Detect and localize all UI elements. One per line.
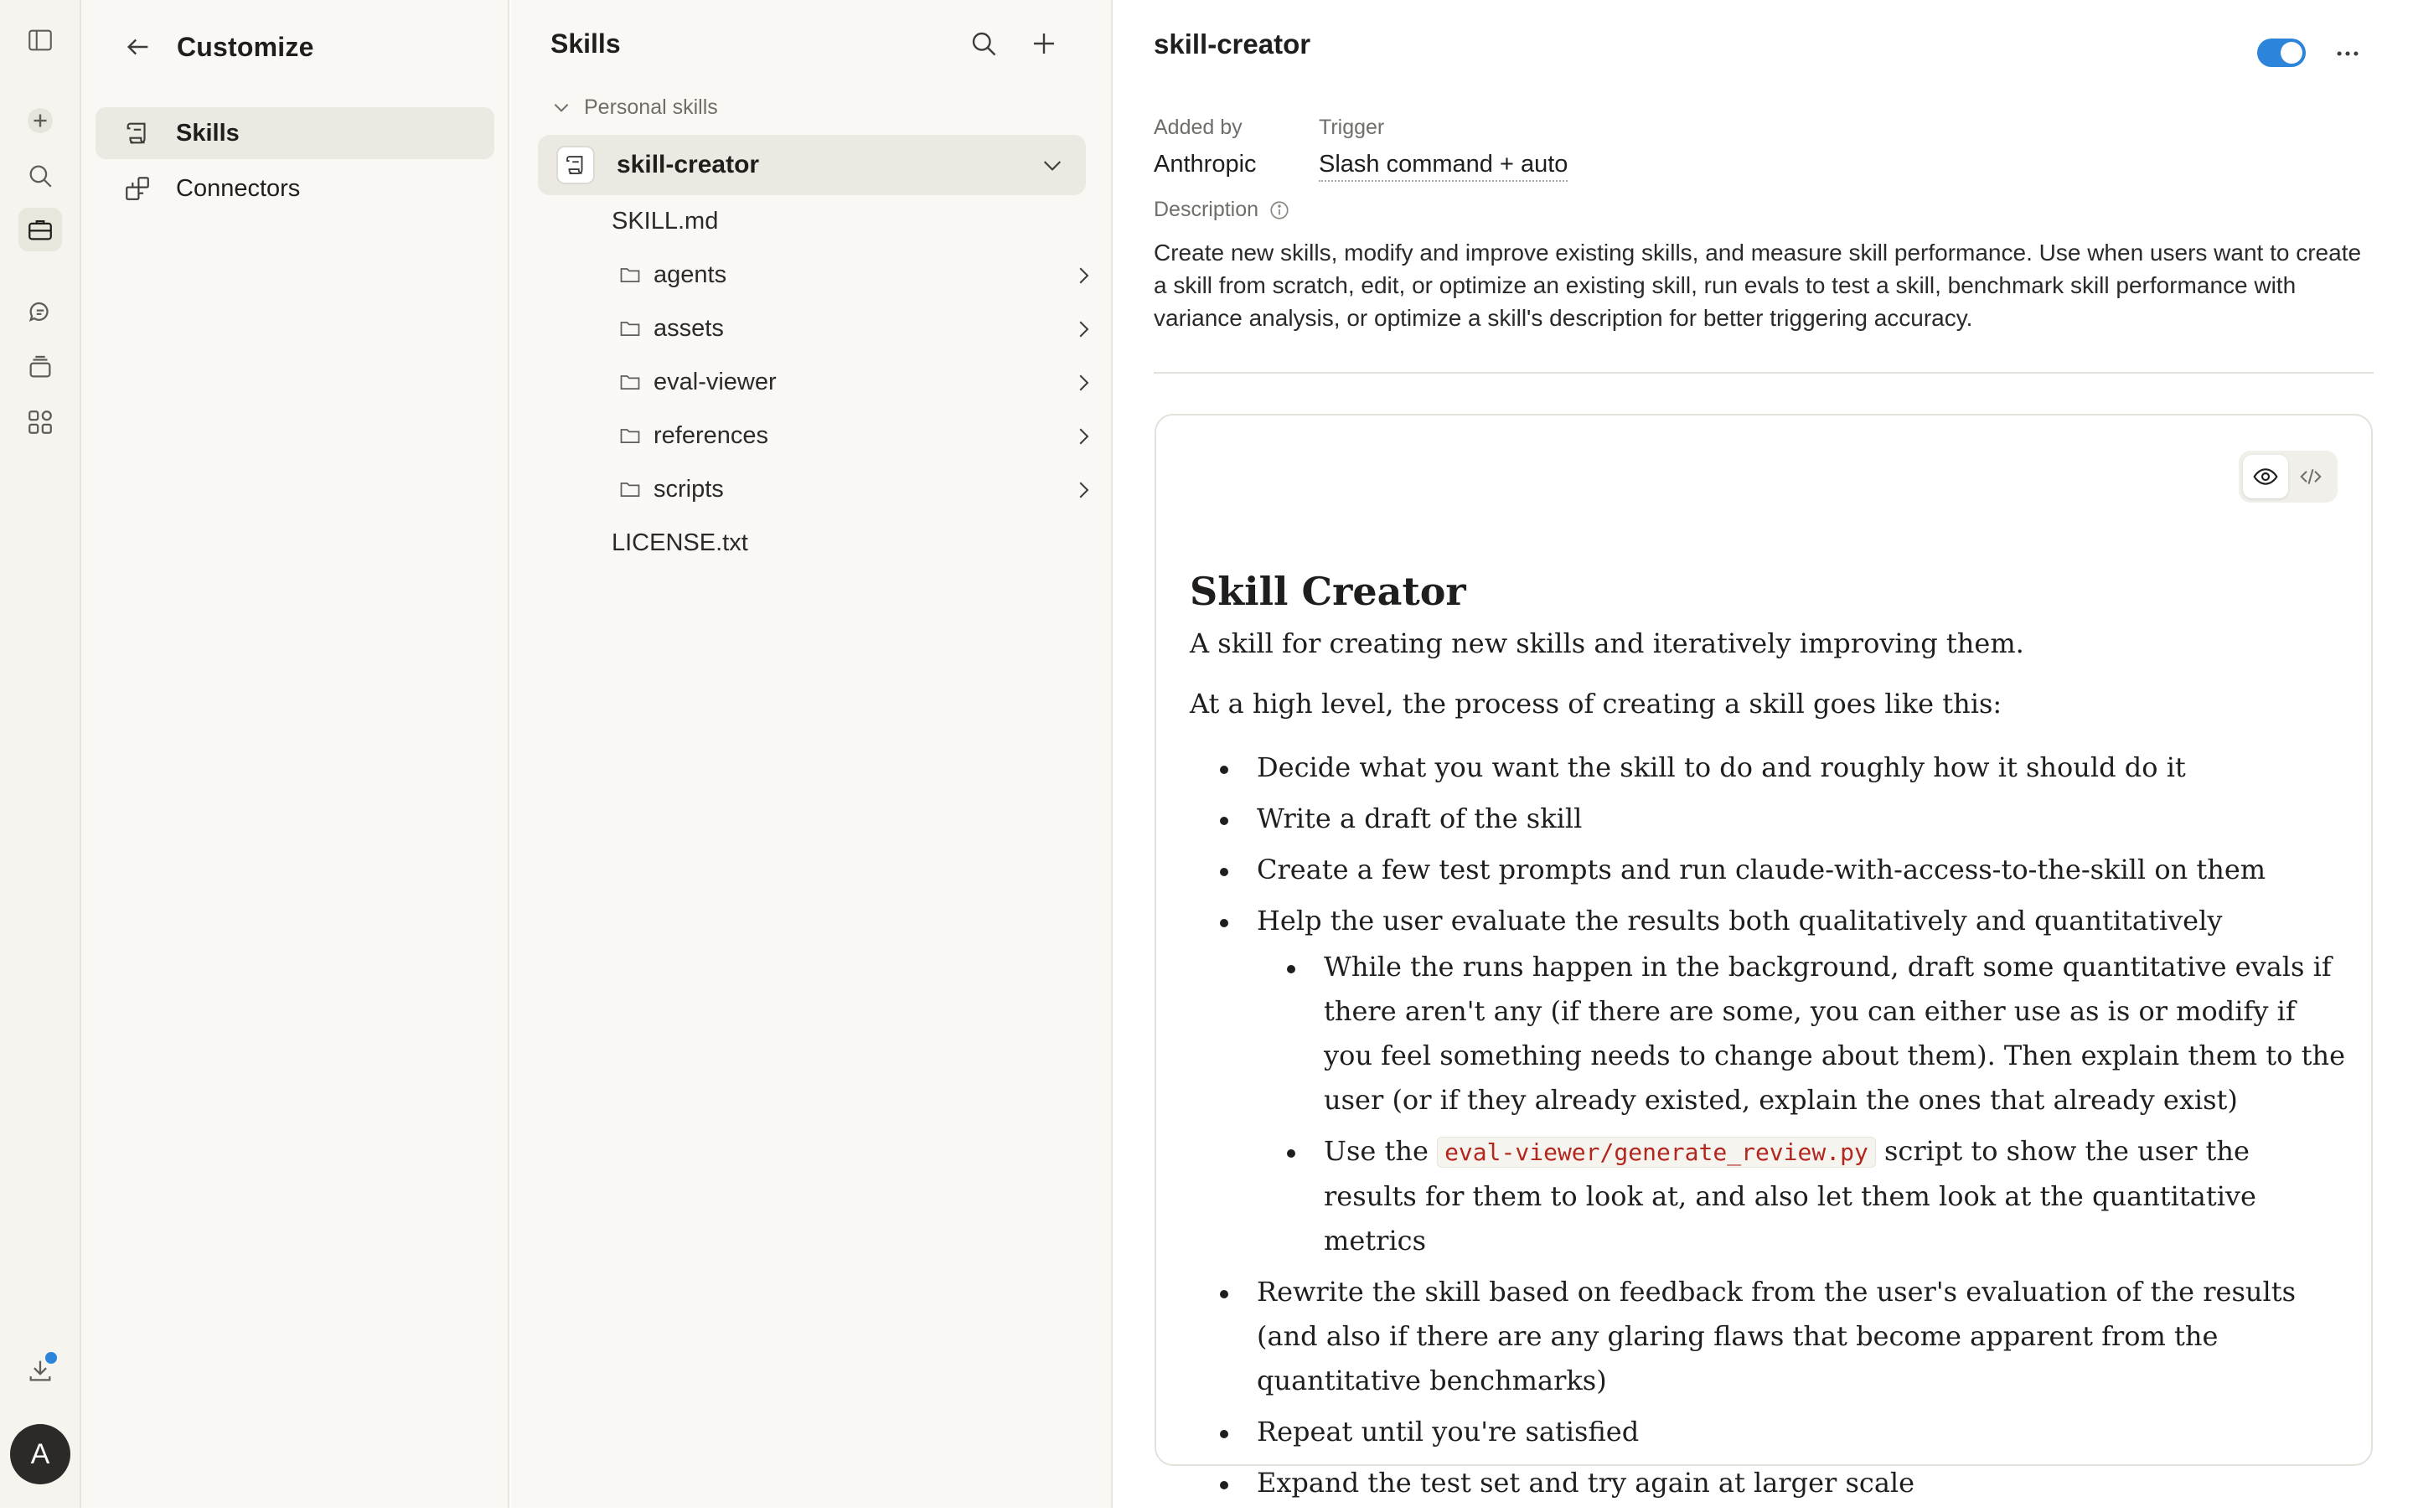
folder-icon — [618, 262, 643, 287]
divider — [1154, 372, 2374, 374]
nav-item-connectors[interactable] — [96, 163, 494, 214]
more-options-icon[interactable] — [2328, 34, 2368, 74]
folder-name: eval-viewer — [654, 368, 777, 395]
skill-item-skill-creator[interactable] — [538, 135, 1086, 195]
doc-intro: A skill for creating new skills and iteratively improving them. — [1190, 627, 2024, 659]
markdown-content — [1190, 566, 2346, 1512]
folder-icon — [618, 369, 643, 395]
file-item[interactable] — [612, 198, 1098, 245]
code-view-icon[interactable] — [2288, 455, 2333, 498]
doc-lead: At a high level, the process of creating a skill goes like this: — [1190, 688, 2002, 720]
folder-name: agents — [654, 261, 727, 288]
list-item: Write a draft of the skill — [1190, 797, 2346, 841]
list-item: Create a few test prompts and run claude-with-access-to-the-skill on them — [1190, 848, 2346, 892]
section-label: Personal skills — [584, 95, 718, 119]
file-name: LICENSE.txt — [612, 529, 748, 556]
chevron-right-icon[interactable] — [1071, 424, 1096, 449]
nav-item-skills[interactable] — [96, 107, 494, 159]
list-item: Decide what you want the skill to do and roughly how it should do it — [1190, 746, 2346, 790]
customize-header — [118, 27, 314, 67]
file-name: SKILL.md — [612, 207, 719, 235]
notification-dot — [45, 1352, 57, 1364]
add-skill-icon[interactable] — [1026, 25, 1062, 62]
personal-skills-section[interactable] — [550, 92, 718, 122]
search-icon[interactable] — [18, 154, 62, 198]
folder-item[interactable] — [618, 251, 1104, 298]
skills-actions — [965, 25, 1062, 62]
skills-title: Skills — [550, 28, 621, 59]
text-fragment: script to show the user the results for them to look at, and also let them look at the quantitative metrics — [1324, 1135, 2256, 1257]
chat-bubbles-icon[interactable] — [18, 290, 62, 333]
doc-heading: Skill Creator — [1190, 569, 1466, 614]
folder-name: assets — [654, 314, 724, 342]
icon-rail — [0, 0, 81, 1508]
skill-detail-panel — [1114, 0, 2413, 1508]
new-chat-icon[interactable] — [18, 99, 62, 142]
chevron-right-icon[interactable] — [1071, 263, 1096, 288]
connectors-icon — [122, 173, 152, 204]
sub-list-item — [1257, 1129, 2346, 1263]
chevron-down-icon[interactable] — [1039, 152, 1066, 178]
file-item[interactable] — [612, 519, 1098, 566]
text-fragment: Use the — [1324, 1135, 1438, 1167]
view-mode-switch — [2239, 451, 2338, 503]
briefcase-icon[interactable] — [18, 208, 62, 251]
sub-list-item: While the runs happen in the background, draft some quantitative evals if there aren't any (if there are some, you can either use as is or modify if you feel something needs to change about them). Then explain them to the user (or if they already existed, explain the ones that already exist) — [1257, 945, 2346, 1122]
sub-list — [1257, 945, 2346, 1263]
sidebar-toggle-icon[interactable] — [18, 18, 62, 62]
back-arrow-icon[interactable] — [118, 27, 158, 67]
folder-icon — [618, 477, 643, 502]
skill-title: skill-creator — [1154, 28, 1311, 59]
chevron-down-icon — [550, 96, 572, 118]
scroll-icon — [556, 146, 595, 184]
added-by-label: Added by — [1154, 116, 1243, 139]
chevron-right-icon[interactable] — [1071, 370, 1096, 395]
list-item-text: Help the user evaluate the results both qualitatively and quantitatively — [1257, 905, 2223, 937]
skills-panel — [511, 0, 1113, 1508]
description-header — [1154, 198, 1290, 222]
info-icon[interactable] — [1269, 199, 1290, 221]
folder-item[interactable] — [618, 305, 1104, 352]
preview-eye-icon[interactable] — [2243, 455, 2288, 498]
process-list — [1190, 746, 2346, 1505]
trigger-value[interactable]: Slash command + auto — [1319, 151, 1568, 182]
list-item: Rewrite the skill based on feedback from the user's evaluation of the results (and also if there are any glaring flaws that become apparent from the quantitative benchmarks) — [1190, 1270, 2346, 1403]
skill-enabled-toggle[interactable] — [2257, 39, 2306, 67]
folder-item[interactable] — [618, 412, 1104, 459]
nav-item-label: Skills — [176, 119, 240, 147]
added-by-value: Anthropic — [1154, 151, 1257, 178]
folder-icon — [618, 423, 643, 448]
description-label: Description — [1154, 198, 1259, 221]
folder-item[interactable] — [618, 359, 1104, 405]
inline-code: eval-viewer/generate_review.py — [1437, 1137, 1876, 1168]
list-item: Repeat until you're satisfied — [1190, 1410, 2346, 1454]
folder-name: references — [654, 421, 769, 449]
folder-name: scripts — [654, 475, 724, 503]
download-icon[interactable] — [18, 1349, 62, 1392]
chevron-right-icon[interactable] — [1071, 477, 1096, 503]
skill-name: skill-creator — [617, 151, 760, 178]
skill-description: Create new skills, modify and improve existing skills, and measure skill performance. Use when users want to create a skill from scratch, edit, or optimize an existing skill, run evals to test a skill, benchmark skill performance with variance analysis, or optimize a skill's description for better triggering accuracy. — [1154, 240, 2362, 331]
list-item: Expand the test set and try again at larger scale — [1190, 1461, 2346, 1505]
customize-panel — [81, 0, 509, 1508]
page-title: Customize — [177, 31, 314, 62]
scroll-icon — [122, 118, 152, 148]
toggle-knob — [2281, 42, 2302, 64]
search-skills-icon[interactable] — [965, 25, 1002, 62]
nav-item-label: Connectors — [176, 174, 301, 202]
chevron-right-icon[interactable] — [1071, 317, 1096, 342]
folder-icon — [618, 316, 643, 341]
stack-icon[interactable] — [18, 345, 62, 389]
skill-md-preview — [1155, 414, 2373, 1499]
folder-item[interactable] — [618, 466, 1104, 513]
trigger-label: Trigger — [1319, 116, 1385, 139]
avatar[interactable]: A — [10, 1424, 70, 1484]
apps-grid-icon[interactable] — [18, 400, 62, 444]
list-item — [1190, 899, 2346, 1263]
